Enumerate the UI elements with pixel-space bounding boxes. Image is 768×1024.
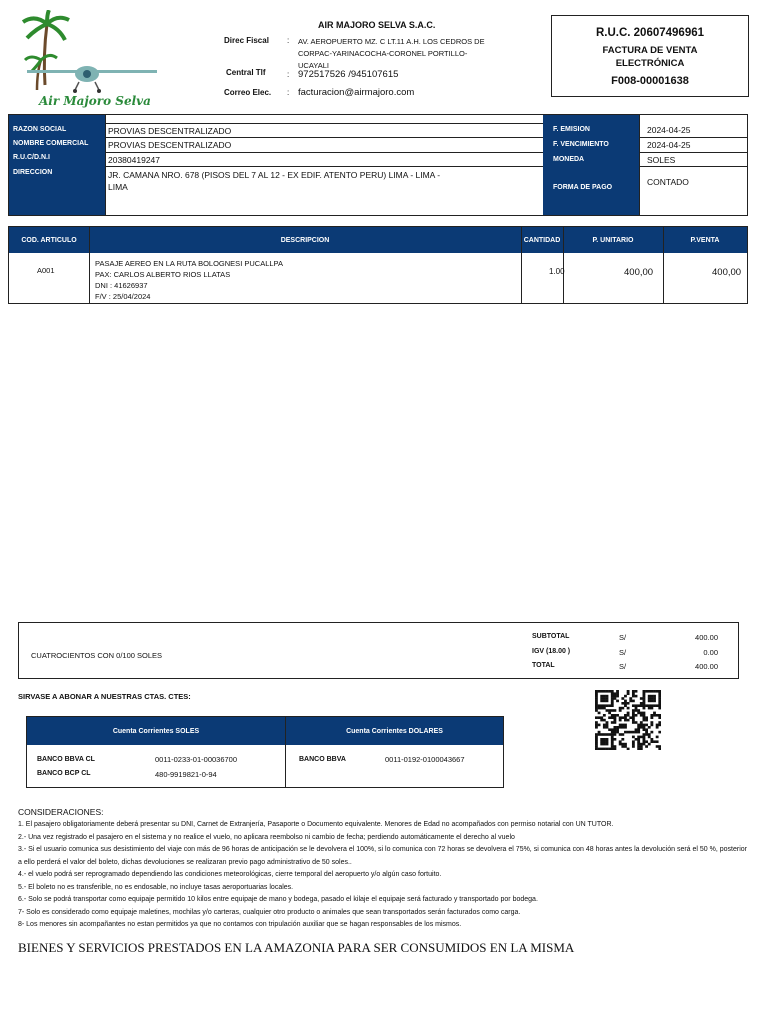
qr-code: [595, 690, 661, 750]
items-table: [8, 226, 748, 304]
venc-value: 2024-04-25: [639, 138, 747, 153]
comercial-label: NOMBRE COMERCIAL: [13, 140, 89, 147]
col-header-unit: P. UNITARIO: [592, 236, 634, 244]
item-desc-line: F/V : 25/04/2024: [95, 292, 151, 301]
bank-soles-name-2: BANCO BCP CL: [37, 770, 91, 777]
venc-label: F. VENCIMIENTO: [553, 141, 609, 148]
considerations-title: CONSIDERACIONES:: [18, 807, 104, 817]
item-desc: [95, 258, 283, 302]
moneda-value: SOLES: [639, 153, 747, 167]
igv-value: 0.00: [703, 648, 718, 657]
footer-text: BIENES Y SERVICIOS PRESTADOS EN LA AMAZONIA PARA SER CONSUMIDOS EN LA MISMA: [18, 940, 575, 955]
phone-label: Central Tlf: [226, 68, 266, 77]
total-value: 400.00: [695, 662, 718, 671]
bank-soles-account-2: 480-9919821-0-94: [155, 770, 217, 779]
moneda-label: MONEDA: [553, 156, 585, 163]
consideration-item: 2.- Una vez registrado el pasajero en el sistema y no realice el vuelo, no aplicara reembolso ni cambio de fecha; perdiendo automáticamente el derecho al vuelo: [18, 833, 515, 841]
col-header-desc: DESCRIPCION: [280, 236, 330, 244]
totals-box: [18, 622, 739, 679]
ruc-number: R.U.C. 20607496961: [595, 27, 705, 39]
currency-igv: S/: [619, 648, 627, 657]
ruc-box: [551, 15, 749, 97]
item-desc-line: PASAJE AEREO EN LA RUTA BOLOGNESI PUCALLPA: [95, 259, 283, 268]
phone-colon: :: [287, 70, 290, 79]
bank-dolares-account-1: 0011-0192-0100043667: [385, 755, 465, 764]
pago-value: CONTADO: [647, 177, 689, 187]
amount-in-words: CUATROCIENTOS CON 0/100 SOLES: [31, 651, 163, 660]
consideration-item: 5.- El boleto no es transferible, no es endosable, no incluye tasas aeroportuarias locales.: [18, 883, 294, 891]
email-value: facturacion@airmajoro.com: [298, 87, 415, 98]
item-desc-line: PAX: CARLOS ALBERTO RIOS LLATAS: [95, 270, 231, 279]
razon-label: RAZON SOCIAL: [13, 126, 67, 133]
item-unit: 400,00: [624, 267, 654, 278]
company-logo: [17, 10, 163, 114]
emision-value: 2024-04-25: [639, 123, 747, 138]
igv-label: IGV (18.00 ): [532, 648, 571, 655]
total-label: TOTAL: [532, 662, 555, 669]
consideration-item: 7- Solo es considerado como equipaje maletines, mochilas y/o carteras, cualquier otro producto o animales que sean transportados serán facturados como carga.: [18, 908, 521, 916]
considerations: [18, 807, 747, 932]
col-header-qty: CANTIDAD: [523, 236, 561, 244]
col-header-code: COD. ARTICULO: [21, 236, 77, 244]
email-label: Correo Elec.: [224, 88, 272, 97]
bank-intro: SIRVASE A ABONAR A NUESTRAS CTAS. CTES:: [18, 692, 191, 701]
consideration-item: 3.- Si el usuario comunica sus desistimiento del viaje con más de 96 horas de anticipación se le devolvera el 100%, si lo comunica con 72 horas se devolvera el 75%, si comunica con 48 horas antes la devolución será el 50 %, posterior a ello perderá el valor del boleto, dichas devoluciones se realizaran previo pago administrativo de 50 soles..: [18, 846, 747, 866]
logo-text: Air Majoro Selva: [39, 94, 151, 108]
item-total: 400,00: [712, 267, 742, 278]
razon-value: PROVIAS DESCENTRALIZADO: [105, 123, 543, 138]
emision-label: F. EMISION: [553, 126, 590, 133]
bank-soles-account-1: 0011-0233-01-00036700: [155, 755, 238, 764]
email-colon: :: [287, 88, 290, 97]
consideration-item: 1. El pasajero obligatoriamente deberá presentar su DNI, Carnet de Extranjería, Pasaporte o Documento equivalente. Menores de Edad no acompañados con permiso notarial con UN TUTOR.: [18, 821, 614, 828]
item-qty: 1.00: [549, 267, 565, 276]
subtotal-label: SUBTOTAL: [532, 633, 570, 640]
invoice-number: F008-00001638: [611, 75, 689, 87]
doc-type-line1: FACTURA DE VENTA: [602, 45, 698, 56]
company-name: AIR MAJORO SELVA S.A.C.: [318, 20, 436, 30]
fiscal-label: Direc Fiscal: [224, 36, 269, 45]
consideration-item: 4.- el vuelo podrá ser reprogramado dependiendo las condiciones meteorológicas, cierre temporal del aeropuerto y/o algún caso fortuito.: [18, 871, 442, 878]
dir-value: JR. CAMANA NRO. 678 (PISOS DEL 7 AL 12 - EX EDIF. ATENTO PERU) LIMA - LIMA - LIMA: [108, 170, 441, 192]
item-desc-line: DNI : 41626937: [95, 281, 148, 290]
doc-type-line2: ELECTRÓNICA: [615, 58, 685, 69]
soles-header: Cuenta Corrientes SOLES: [27, 717, 285, 745]
bank-soles-name-1: BANCO BBVA CL: [37, 756, 95, 763]
subtotal-value: 400.00: [695, 633, 718, 642]
currency-total: S/: [619, 662, 627, 671]
ruc-client-label: R.U.C/D.N.I: [13, 154, 50, 161]
fiscal-address: AV. AEROPUERTO MZ. C LT.11 A.H. LOS CEDROS DE CORPAC-YARINACOCHA-CORONEL PORTILLO-UCAYALI: [298, 37, 485, 70]
table-row: [9, 253, 747, 303]
consideration-item: 8- Los menores sin acompañantes no estan permitidos ya que no contamos con tripulación auxiliar que se hagan responsables de los mismos.: [18, 921, 462, 928]
comercial-value: PROVIAS DESCENTRALIZADO: [105, 138, 543, 153]
dir-label: DIRECCION: [13, 169, 53, 176]
dolares-header: Cuenta Corrientes DOLARES: [286, 717, 503, 745]
bank-dolares-name-1: BANCO BBVA: [299, 756, 346, 763]
col-header-total: P.VENTA: [690, 236, 720, 244]
consideration-item: 6.- Solo se podrá transportar como equipaje permitido 10 kilos entre equipaje de mano y bodega, pasado el kilaje el equipaje será facturado y transportado por bodega.: [18, 896, 538, 903]
fiscal-colon: :: [287, 36, 290, 45]
client-table: [8, 114, 748, 216]
currency-subtotal: S/: [619, 633, 627, 642]
phone-value: 972517526 /945107615: [298, 69, 399, 80]
item-code: A001: [37, 266, 55, 275]
pago-label: FORMA DE PAGO: [553, 184, 613, 191]
ruc-client-value: 20380419247: [105, 153, 543, 167]
bank-table: [26, 716, 504, 788]
